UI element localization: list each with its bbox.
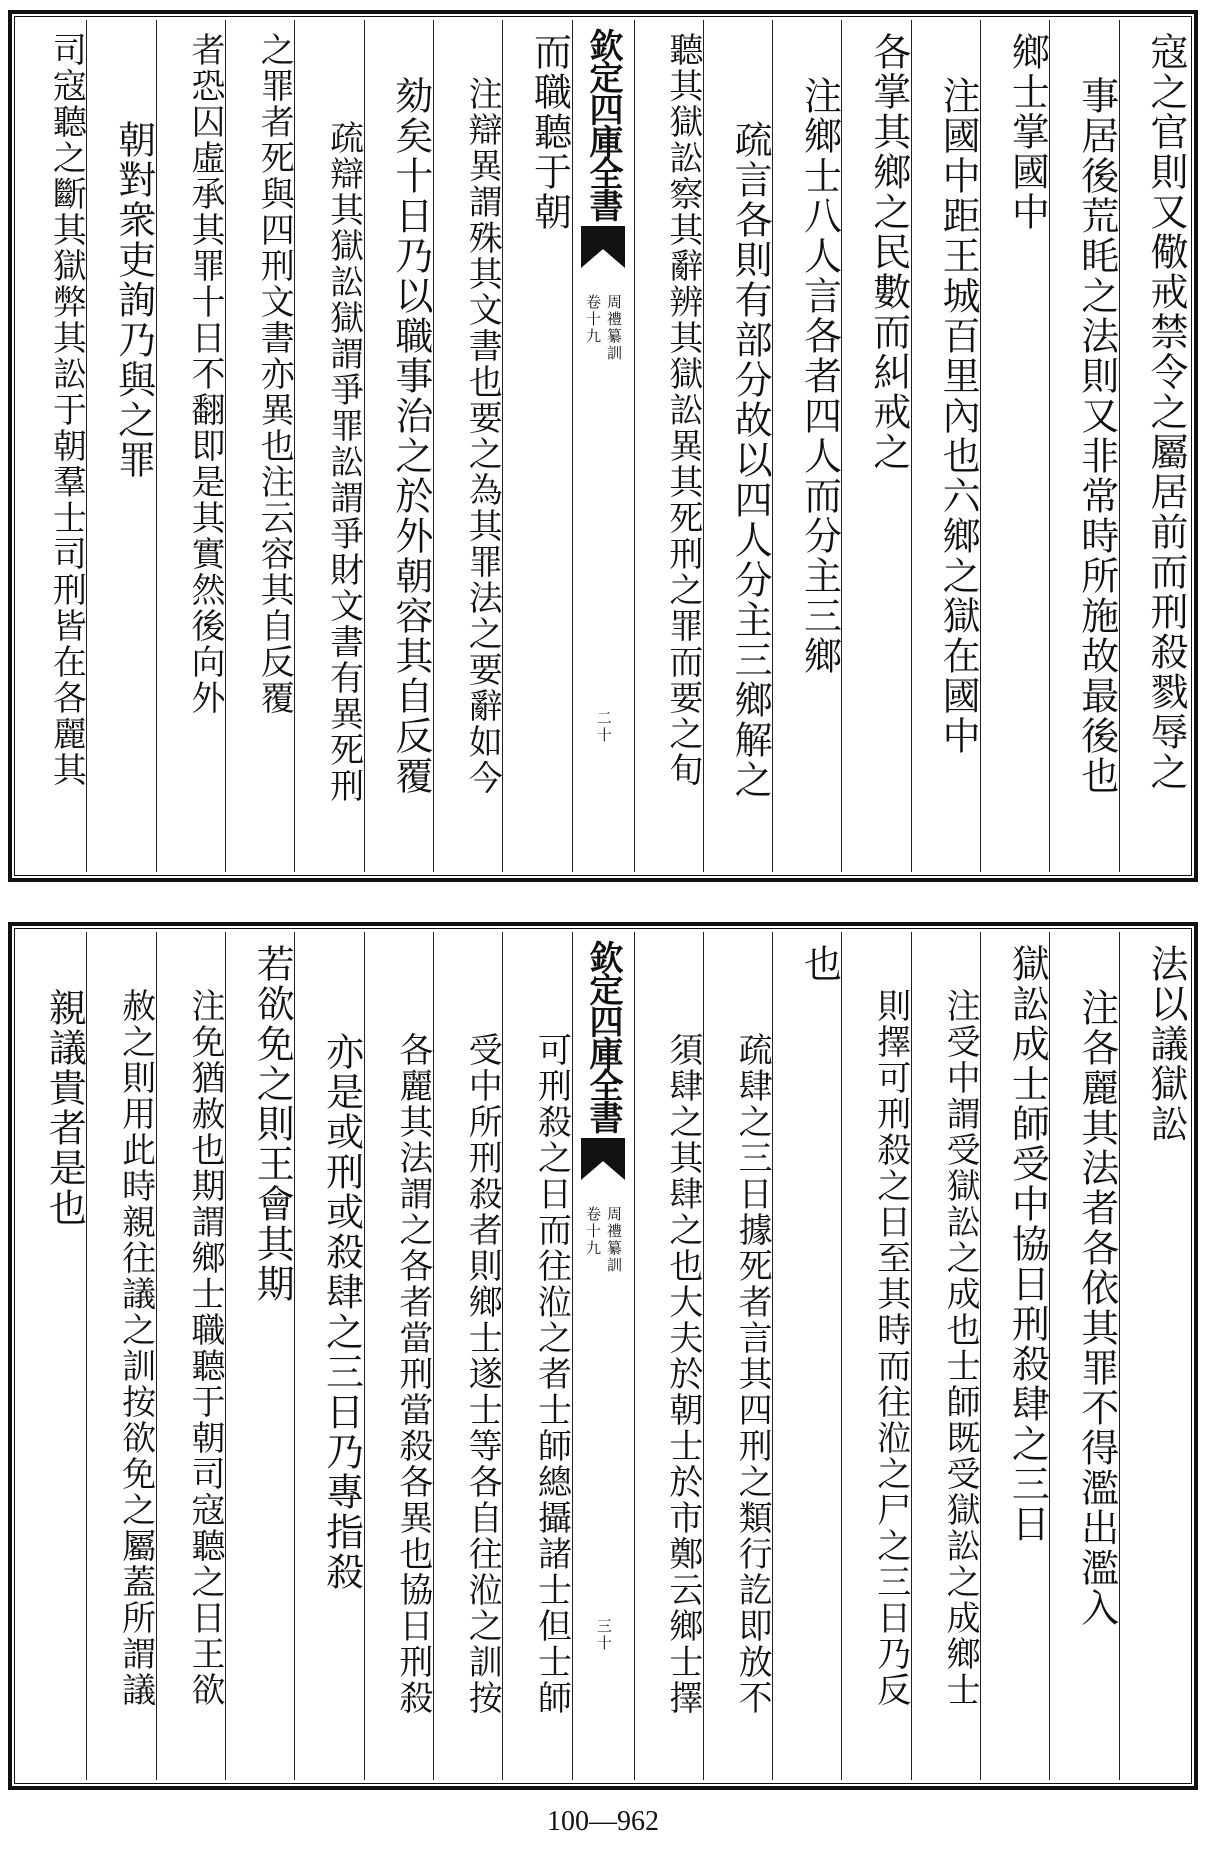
- bottom-columns: [18, 932, 1188, 1780]
- top-page-panel: [8, 10, 1198, 882]
- text-column: 注鄉士八人言各者四人而分主三鄉: [772, 20, 841, 872]
- text-column: 而職聽于朝: [502, 20, 571, 872]
- text-column: 注各麗其法者各依其罪不得濫出濫入: [1049, 932, 1118, 1780]
- text-column: 獄訟成士師受中協日刑殺肆之三日: [980, 932, 1049, 1780]
- text-column: 寇之官則又儆戒禁令之屬居前而刑殺戮辱之: [1119, 20, 1188, 872]
- text-column: 司寇聽之斷其獄弊其訟于朝羣士司刑皆在各麗其: [46, 32, 87, 788]
- text-column: 各掌其鄉之民數而糾戒之: [841, 20, 910, 872]
- text-column: 劾矣十日乃以職事治之於外朝容其自反覆: [364, 20, 433, 872]
- text-column: 親議貴者是也: [42, 988, 87, 1228]
- text-column: 赦之則用此時親往議之訓按欲免之屬蓋所謂議: [86, 932, 155, 1780]
- book-title: 周禮纂訓: [605, 1206, 623, 1274]
- center-subtitle: [582, 294, 624, 362]
- text-column: 之罪者死與四刑文書亦異也注云容其自反覆: [225, 20, 294, 872]
- text-column: 亦是或刑或殺肆之三日乃專指殺: [294, 932, 363, 1780]
- volume-label: 卷十九: [584, 294, 602, 345]
- text-column: 聽其獄訟察其辭辨其獄訟異其死刑之罪而要之旬: [634, 20, 703, 872]
- book-title: 周禮纂訓: [605, 294, 623, 362]
- text-column: 注辯異謂殊其文書也要之為其罪法之要辭如今: [433, 20, 502, 872]
- text-column: 疏肆之三日據死者言其四刑之類行訖即放不: [703, 932, 772, 1780]
- text-column: 者恐囚虛承其罪十日不翻即是其實然後向外: [156, 20, 225, 872]
- text-column: 疏辯其獄訟獄謂爭罪訟謂爭財文書有異死刑: [294, 20, 363, 872]
- page-number: 100—962: [547, 1806, 659, 1837]
- text-column: 可刑殺之日而往涖之者士師總攝諸士但士師: [502, 932, 571, 1780]
- bottom-page-panel: [8, 922, 1198, 1790]
- volume-label: 卷十九: [584, 1206, 602, 1257]
- text-column: 鄉士掌國中: [980, 20, 1049, 872]
- text-column: 事居後荒眊之法則又非常時所施故最後也: [1049, 20, 1118, 872]
- folio-number: 二十: [594, 710, 613, 744]
- fishtail-mark: [581, 226, 625, 268]
- center-subtitle: [582, 1206, 624, 1274]
- center-title: 欽定四庫全書: [583, 28, 624, 220]
- text-column: 受中所刑殺者則鄉士遂士等各自往涖之訓按: [433, 932, 502, 1780]
- text-column: 也: [772, 932, 841, 1780]
- text-column: 注受中謂受獄訟之成也士師既受獄訟之成鄉士: [911, 932, 980, 1780]
- text-column: 若欲免之則王會其期: [225, 932, 294, 1780]
- text-column: 須肆之其肆之也大夫於朝士於市鄭云鄉士擇: [634, 932, 703, 1780]
- folio-number: 三十: [594, 1618, 613, 1652]
- center-fold-column: [572, 932, 634, 1780]
- text-column: 注免猶赦也期謂鄉士職聽于朝司寇聽之日王欲: [156, 932, 225, 1780]
- text-column: 各麗其法謂之各者當刑當殺各異也協日刑殺: [364, 932, 433, 1780]
- center-title: 欽定四庫全書: [583, 940, 624, 1132]
- top-columns: [18, 20, 1188, 872]
- center-fold-column: [572, 20, 634, 872]
- fishtail-mark: [581, 1138, 625, 1180]
- text-column: 注國中距王城百里內也六鄉之獄在國中: [911, 20, 980, 872]
- text-column: 法以議獄訟: [1119, 932, 1188, 1780]
- text-column: 則擇可刑殺之日至其時而往涖之尸之三日乃反: [841, 932, 910, 1780]
- text-column: 朝對衆吏詢乃與之罪: [86, 20, 155, 872]
- text-column: 疏言各則有部分故以四人分主三鄉解之: [703, 20, 772, 872]
